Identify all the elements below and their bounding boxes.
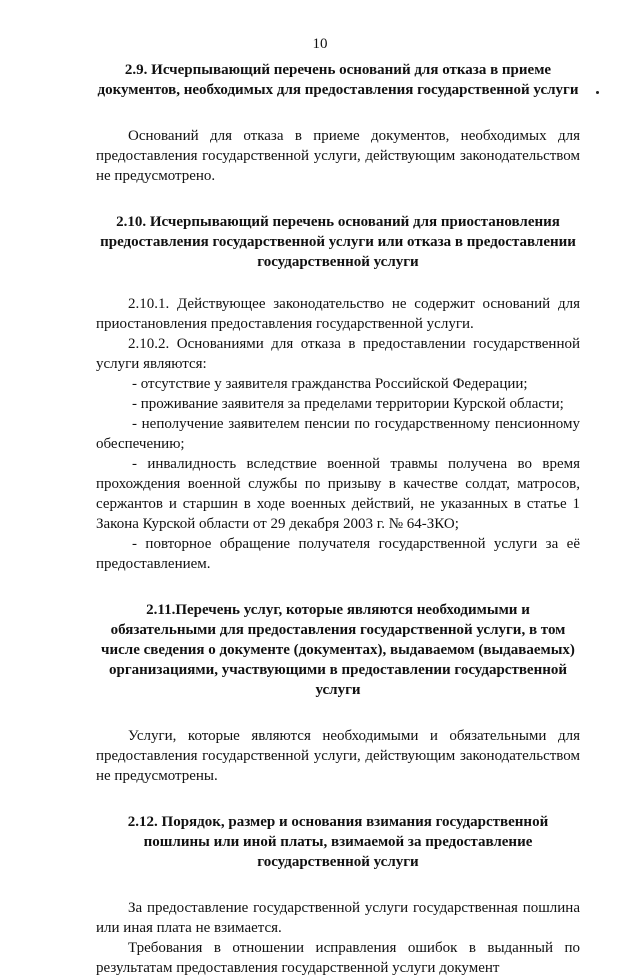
heading-line: 2.10. Исчерпывающий перечень оснований для приостановления: [116, 214, 560, 230]
heading-line: 2.12. Порядок, размер и основания взимания государственной: [127, 814, 549, 830]
list-item: - инвалидность вследствие военной травмы получена во время прохождения военной службы по призыву в качестве солдат, матросов, сержантов и старшин в ходе военных действий, не указанных в статье 1 Закона Курской области от 29 декабря 2003 г. № 64-ЗКО;: [96, 456, 580, 532]
section-2-10-heading: [96, 212, 580, 272]
heading-line: государственной услуги: [257, 254, 419, 270]
heading-line: организациями, участвующими в предоставлении государственной: [108, 662, 568, 678]
paragraph-2-10-1: 2.10.1. Действующее законодательство не содержит оснований для приостановления предоставления государственной услуги.: [96, 296, 580, 332]
section-2-11-heading: [96, 600, 580, 700]
heading-line: услуги: [315, 682, 361, 698]
list-item: - повторное обращение получателя государственной услуги за её предоставлением.: [96, 536, 580, 572]
heading-line: предоставления государственной услуги или отказа в предоставлении: [100, 234, 576, 250]
heading-line: числе сведения о документе (документах), выдаваемом (выдаваемых): [101, 642, 575, 658]
section-2-12-heading: [96, 812, 580, 872]
list-item: - отсутствие у заявителя гражданства Российской Федерации;: [132, 376, 528, 392]
document-body: [96, 60, 580, 978]
heading-line: документов, необходимых для предоставления государственной услуги: [97, 82, 579, 98]
page-number: 10: [312, 36, 328, 52]
paragraph-2-10-2: 2.10.2. Основаниями для отказа в предоставлении государственной услуги являются:: [96, 336, 580, 372]
heading-line: пошлины или иной платы, взимаемой за предоставление: [143, 834, 533, 850]
heading-line: государственной услуги: [257, 854, 419, 870]
section-2-9-heading: [96, 60, 580, 100]
heading-line: обязательными для предоставления государственной услуги, в том: [110, 622, 566, 638]
scan-speck: [596, 91, 599, 94]
section-2-11-paragraph: Услуги, которые являются необходимыми и обязательными для предоставления государственной услуги, действующим законодательством не предусмотрены.: [96, 728, 580, 784]
list-item: - проживание заявителя за пределами территории Курской области;: [132, 396, 564, 412]
section-2-9-paragraph: Оснований для отказа в приеме документов, необходимых для предоставления государственной услуги, действующим законодательством не предусмотрено.: [96, 128, 580, 184]
heading-line: 2.9. Исчерпывающий перечень оснований для отказа в приеме: [124, 62, 552, 78]
section-2-12-paragraph: За предоставление государственной услуги государственная пошлина или иная плата не взимается.: [96, 900, 580, 936]
heading-line: 2.11.Перечень услуг, которые являются необходимыми и: [146, 602, 530, 618]
list-item: - неполучение заявителем пенсии по государственному пенсионному обеспечению;: [96, 416, 580, 452]
section-2-12-paragraph: Требования в отношении исправления ошибок в выданный по результатам предоставления государственной услуги документ: [96, 940, 580, 976]
